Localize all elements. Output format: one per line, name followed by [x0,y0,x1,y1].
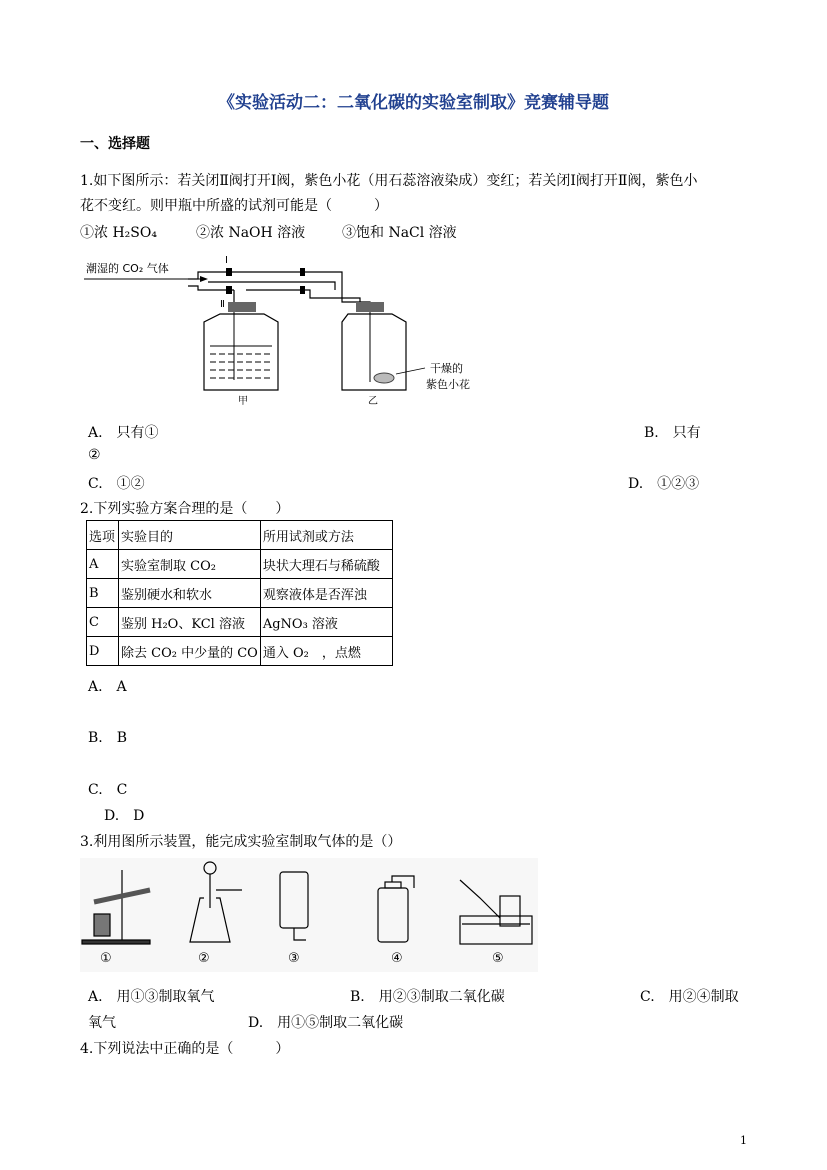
valve-1-icon [226,268,232,276]
q1-stem-line1: 1.如下图所示：若关闭Ⅱ阀打开Ⅰ阀，紫色小花（用石蕊溶液染成）变红；若关闭Ⅰ阀打开Ⅱ阀，紫色小 [80,173,698,189]
q2-option-b: B. B [88,730,128,746]
q2-option-d: D. D [104,808,145,824]
q2-stem: 2.下列实验方案合理的是（ ） [80,501,290,517]
flower-label-1: 干燥的 [430,362,463,375]
q1-option-d: D. ①②③ [628,476,700,492]
flower-label-2: 紫色小花 [426,378,470,391]
q1-option-b-cont: ② [88,447,101,463]
q3-apparatus-figure [80,858,538,972]
q3-option-d: D. 用①⑤制取二氧化碳 [248,1015,404,1031]
table-cell: B [87,579,119,608]
table-row [87,550,393,579]
q1-apparatus-figure [80,250,500,410]
bottle-jia-stopper [228,302,256,312]
table-row [87,608,393,637]
q1-reagent-1: ①浓 H₂SO₄ [80,225,157,241]
table-cell: 观察液体是否浑浊 [260,579,392,608]
q1-option-b: B. 只有 [644,425,701,441]
q3-option-b: B. 用②③制取二氧化碳 [350,989,505,1005]
q3-option-c: C. 用②④制取 [640,989,739,1005]
q2-option-a: A. A [88,679,127,695]
q1-option-c: C. ①② [88,476,145,492]
q3-option-a: A. 用①③制取氧气 [88,989,215,1005]
table-cell: AgNO₃ 溶液 [260,608,392,637]
table-header-row [87,521,393,550]
table-header-cell: 选项 [87,521,119,550]
table-cell: 块状大理石与稀硫酸 [260,550,392,579]
bottle-jia-icon [204,314,278,390]
q4-stem: 4.下列说法中正确的是（ ） [80,1041,290,1057]
q1-reagent-2: ②浓 NaOH 溶液 [196,225,306,241]
figure-label-5: ⑤ [492,951,504,966]
table-row [87,637,393,666]
q3-option-c-cont: 氧气 [88,1015,116,1031]
figure-label-4: ④ [391,951,403,966]
q1-reagent-3: ③饱和 NaCl 溶液 [342,225,457,241]
q2-option-c: C. C [88,782,128,798]
table-cell: 实验室制取 CO₂ [119,550,261,579]
valve-2-label: Ⅱ [220,299,225,310]
q3-stem: 3.利用图所示装置，能完成实验室制取气体的是（） [80,834,402,850]
page-number: 1 [740,1134,747,1147]
table-cell: D [87,637,119,666]
table-cell: 鉴别硬水和软水 [119,579,261,608]
q2-table [86,520,393,666]
bottle-yi-stopper [356,302,384,312]
q1-stem-line2: 花不变红。则甲瓶中所盛的试剂可能是（ ） [80,198,388,214]
valve-2-icon [226,286,232,294]
figure-label-2: ② [198,951,210,966]
table-cell: 除去 CO₂ 中少量的 CO [119,637,261,666]
q1-option-a: A. 只有① [88,425,159,441]
table-cell: 通入 O₂ ，点燃 [260,637,392,666]
bottle-yi-label: 乙 [368,396,378,407]
table-header-cell: 实验目的 [119,521,261,550]
page-title: 《实验活动二：二氧化碳的实验室制取》竞赛辅导题 [218,93,609,113]
table-cell: A [87,550,119,579]
bottle-jia-label: 甲 [238,396,248,407]
section-heading: 一、选择题 [80,136,150,152]
table-row [87,579,393,608]
purple-flower-icon [374,373,394,383]
figure-label-1: ① [100,951,112,966]
valve-1-label: Ⅰ [225,255,228,266]
table-header-cell: 所用试剂或方法 [260,521,392,550]
figure-label-3: ③ [288,951,300,966]
gas-label: 潮湿的 CO₂ 气体 [86,262,169,275]
table-cell: 鉴别 H₂O、KCl 溶液 [119,608,261,637]
table-cell: C [87,608,119,637]
